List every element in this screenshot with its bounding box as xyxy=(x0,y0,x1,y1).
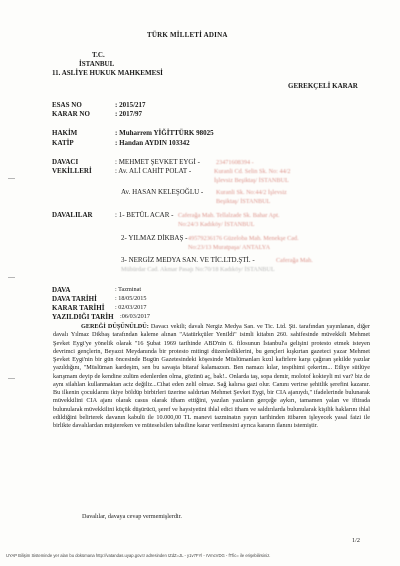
vekil-1-name: : Av. ALİ CAHİT POLAT - xyxy=(115,167,192,175)
davaci-redacted-id: 23471608394 - xyxy=(216,159,254,166)
yazildigi-tarih-value: :06/03/2017 xyxy=(120,313,150,320)
dava-tarihi-value: : 18/05/2015 xyxy=(115,295,147,302)
closing-sentence: Davalılar, davaya cevap vermemişlerdir. xyxy=(82,513,182,520)
karar-no-value: : 2017/97 xyxy=(115,110,143,118)
vekil-1-address-line-2: İşlevsiz Beşiktaş/ İSTANBUL xyxy=(214,177,289,184)
dava-label: DAVA xyxy=(52,286,71,294)
katip-value: : Handan AYDIN 103342 xyxy=(115,139,190,147)
tc-label: T.C. xyxy=(92,51,105,59)
uyap-footer: UYAP Bilişim Sisteminde yer alan bu dokümana http://vatandas.uyap.gov.tr adresinden IZdZ=JL - y1v7FYl - rVmcVDG - fTfic= ile erişebilirsiniz. xyxy=(6,553,271,558)
esas-no-label: ESAS NO xyxy=(52,101,82,109)
karar-no-label: KARAR NO xyxy=(52,110,90,118)
davali-3-name: 3- NERGİZ MEDYA SAN. VE TİC.LTD.ŞTİ. - xyxy=(121,256,255,264)
vekil-2-address-line-1: Kuranli Sk. No:44/2 İşlevsiz xyxy=(216,189,287,196)
hakim-label: HAKİM xyxy=(52,129,78,137)
document-type: GEREKÇELİ KARAR xyxy=(288,82,358,90)
margin-mark xyxy=(8,378,15,379)
davali-2-name: 2- YILMAZ DİKBAŞ - xyxy=(121,234,188,242)
margin-mark xyxy=(8,178,15,179)
davali-2-address-line-2: No:23/13 Muratpaşa/ ANTALYA xyxy=(188,244,271,251)
document-heading: TÜRK MİLLETİ ADINA xyxy=(147,31,228,39)
vekil-2-name: Av. HASAN KELEŞOĞLU - xyxy=(121,188,204,196)
davali-3-address-line-1: Caferağa Mah. xyxy=(276,257,313,264)
yazildigi-tarih-label: YAZILDIĞI TARİH xyxy=(52,313,114,321)
davali-1-address-line-2: No:24/3 Kadıköy/ İSTANBUL xyxy=(178,221,255,228)
davaci-value: : MEHMET ŞEVKET EYGİ - xyxy=(115,158,200,166)
karar-tarihi-value: : 02/03/2017 xyxy=(115,304,147,311)
hakim-value: : Muharrem YİĞİTTÜRK 98025 xyxy=(115,129,214,137)
davali-3-address-line-2: Mühürdar Cad. Akmar Pasajı No:70/18 Kadıköy/ İSTANBUL xyxy=(121,266,275,273)
vekilleri-label: VEKİLLERİ xyxy=(52,167,92,175)
karar-tarihi-label: KARAR TARİHİ xyxy=(52,304,105,312)
davalilar-label: DAVALILAR xyxy=(52,211,93,219)
davali-1-address-line-1: Caferağa Mah. Tellalzade Sk. Bahar Apt. xyxy=(178,212,280,219)
court-name: 11. ASLİYE HUKUK MAHKEMESİ xyxy=(52,69,163,77)
dava-tarihi-label: DAVA TARİHİ xyxy=(52,295,97,303)
davali-1-name: : 1- BETÜL ACAR - xyxy=(115,211,174,219)
page-number: 1/2 xyxy=(352,537,360,544)
davaci-label: DAVACI xyxy=(52,158,79,166)
dava-value: : Tazminat xyxy=(115,286,142,293)
city-label: İSTANBUL xyxy=(79,60,115,68)
reasoning-paragraph xyxy=(53,323,370,430)
vekil-1-address-line-1: Kuranli Cd. Selin Sk. No: 44/2 xyxy=(214,168,291,175)
reasoning-text: Davacı vekili; davalı Nergiz Medya San. ve Tic. Ltd. Şti. tarafından yayınlanan, diğer davalı Yılmaz Dikbaş tarafından kaleme alınan "Atatürkçüler Yeniİdi" isimli kitabın 260. sahifesinde müvekkili Mehmet Şevket Eygi'ye yönelik olarak "16 Şubat 1969 tarihinde ABD'nin 6. filosunun İstanbul'a gelişini protesto etmek isteyen devrimci gençlerin, Beyazıt Meydanında bir protesto mitingi düzenlediklerini, bu gençleri kışkırtan gazeteci yazar Mehmet Şevket Eygi'nin bir gün öncesinde Bugün Gazetesindeki köşesinde Müslümanları kızıl kafirlere karşı çağıran şekilde yazılar yazıldığını, "Müslüman kardeşim, sen bu savaşta bitaraf kalamazsın. Ben namazı kılar, tespihimi çekerim... Etliye sütlüye karışmam deyip de kendine zulüm edenlerden olma, gözünü aç, bak!.. Onlarda taş, sopa demir, molotof kokteyli mi var? biz de aynı silahları kullanmaktan aciz değiliz...Cihat eden zelil olmaz. Sağ kalırsa gazi olur. Canını verirse şehitlik şerefini kazanır. Bu ilkenin çocuklarını ikiye böldüp birbirleri üzerine saldırtan Mehmet Şevket Eygi, bir CIA ajanıydı," ifadelerinde bulunarak müvekkilini CIA ajanı olarak casus olarak itham ettiğini, yazılan yazıların gerçeğe aykırı, tamamen yalan ve iftirada bulunularak müvekkilini küçük düşürücü, şeref ve haysiyetini ihlal edici itham ve saldırılarda bulunularak kişilik haklarını ihlal edildiğini belirterek davanın kabulü ile 10.000,00 TL manevi tazminatın yayın tarihinden itibaren işleyecek yasal faizi ile birlikte davalılardan müştereken ve müteselsilen tahsiline karar verilmesini ayrıca kararın ilanını istemiştir. xyxy=(53,323,370,429)
reasoning-lead: GEREĞİ DÜŞÜNÜLDÜ: xyxy=(81,323,149,330)
vekil-2-address-line-2: Beşiktaş/ İSTANBUL xyxy=(216,198,271,205)
margin-mark xyxy=(8,277,15,278)
esas-no-value: : 2015/217 xyxy=(115,101,146,109)
katip-label: KATİP xyxy=(52,139,74,147)
davali-2-address-line-1: 49579236176 Güzeloba Mah. Menekşe Cad. xyxy=(188,235,299,242)
